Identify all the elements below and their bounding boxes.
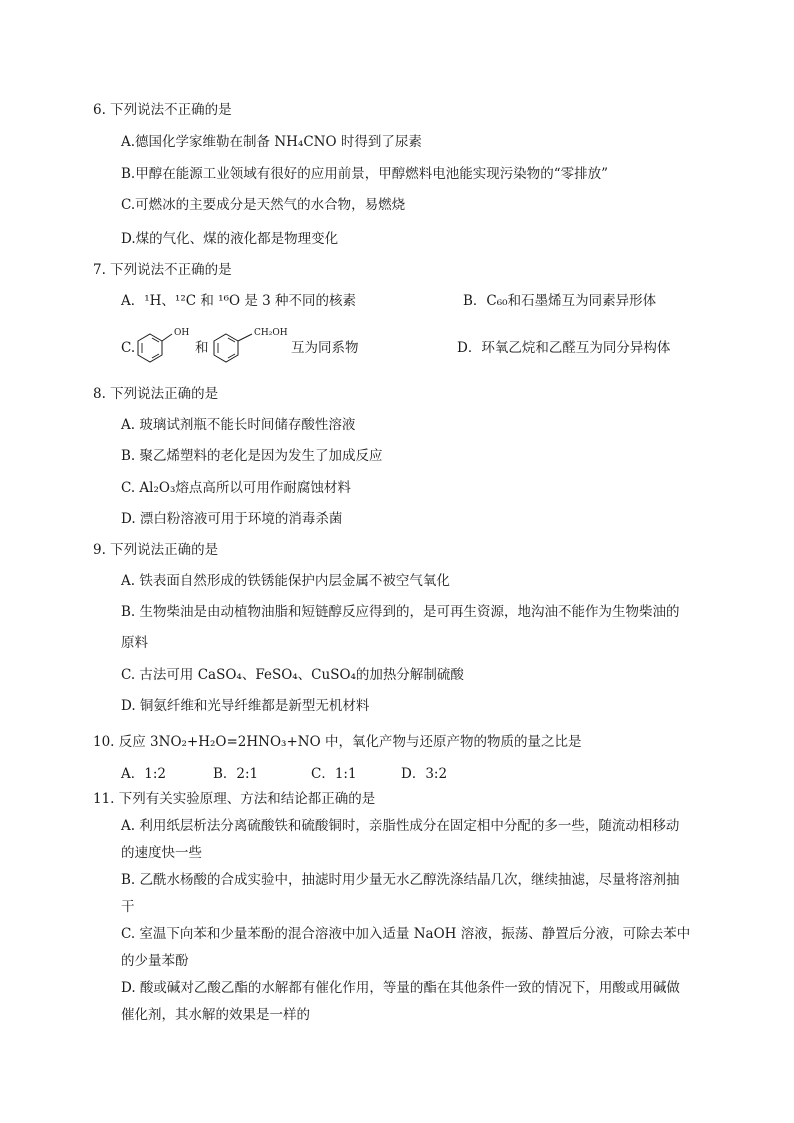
q8-option-a: A. 玻璃试剂瓶不能长时间储存酸性溶液: [121, 417, 356, 433]
q9-option-a: A. 铁表面自然形成的铁锈能保护内层金属不被空气氧化: [121, 573, 450, 589]
q11-option-a-line2: 的速度快一些: [121, 845, 202, 861]
q7-option-a: A．¹H、¹²C 和 ¹⁶O 是 3 种不同的核素: [121, 293, 357, 309]
q7-option-b: B．C₆₀和石墨烯互为同素异形体: [463, 293, 657, 309]
q10-option-c: C．1:1: [311, 766, 357, 782]
benzyl-alcohol-structure-icon: [210, 322, 290, 368]
q11-option-a-line1: A. 利用纸层析法分离硫酸铁和硫酸铜时，亲脂性成分在固定相中分配的多一些，随流动相移动: [121, 818, 680, 834]
q8-stem: 8. 下列说法正确的是: [93, 386, 219, 402]
q6-option-b: B.甲醇在能源工业领域有很好的应用前景，甲醇燃料电池能实现污染物的“零排放”: [121, 166, 609, 182]
q8-option-b: B. 聚乙烯塑料的老化是因为发生了加成反应: [121, 448, 383, 464]
q7-option-c-suffix: 互为同系物: [291, 340, 359, 356]
q9-option-b-line2: 原料: [121, 635, 148, 651]
q7-option-d: D．环氧乙烷和乙醛互为同分异构体: [457, 340, 671, 356]
q11-option-d-line1: D. 酸或碱对乙酸乙酯的水解都有催化作用，等量的酯在其他条件一致的情况下，用酸或用碱做: [121, 980, 680, 996]
q10-option-d: D．3:2: [401, 766, 448, 782]
q10-stem: 10. 反应 3NO₂+H₂O=2HNO₃+NO 中，氧化产物与还原产物的物质的量之比是: [93, 734, 582, 750]
phenol-oh-label: OH: [174, 328, 190, 338]
q8-option-c: C. Al₂O₃熔点高所以可用作耐腐蚀材料: [121, 480, 351, 496]
q7-option-c-and: 和: [195, 340, 209, 356]
q6-option-a: A.德国化学家维勒在制备 NH₄CNO 时得到了尿素: [121, 134, 422, 150]
q6-stem: 6. 下列说法不正确的是: [93, 102, 232, 118]
phenol-structure-icon: [134, 322, 190, 368]
q9-option-b-line1: B. 生物柴油是由动植物油脂和短链醇反应得到的，是可再生资源，地沟油不能作为生物柴油的: [121, 604, 680, 620]
q8-option-d: D. 漂白粉溶液可用于环境的消毒杀菌: [121, 511, 343, 527]
benzyl-ch2oh-label: CH₂OH: [254, 328, 288, 338]
q11-option-b-line2: 干: [121, 899, 135, 915]
q9-stem: 9. 下列说法正确的是: [93, 542, 219, 558]
q7-stem: 7. 下列说法不正确的是: [93, 262, 232, 278]
q9-option-c: C. 古法可用 CaSO₄、FeSO₄、CuSO₄的加热分解制硫酸: [121, 667, 464, 683]
q10-option-a: A．1:2: [121, 766, 166, 782]
q11-stem: 11. 下列有关实验原理、方法和结论都正确的是: [93, 791, 376, 807]
q6-option-c: C.可燃冰的主要成分是天然气的水合物，易燃烧: [121, 197, 406, 213]
q11-option-c-line2: 的少量苯酚: [121, 953, 189, 969]
q11-option-b-line1: B. 乙酰水杨酸的合成实验中，抽滤时用少量无水乙醇洗涤结晶几次，继续抽滤，尽量将溶剂抽: [121, 872, 680, 888]
q10-option-b: B．2:1: [213, 766, 259, 782]
q7-option-c-prefix: C.: [121, 340, 136, 356]
q11-option-d-line2: 催化剂，其水解的效果是一样的: [121, 1007, 310, 1023]
q11-option-c-line1: C. 室温下向苯和少量苯酚的混合溶液中加入适量 NaOH 溶液，振荡、静置后分液，可除去苯中: [121, 926, 691, 942]
q6-option-d: D.煤的气化、煤的液化都是物理变化: [121, 231, 339, 247]
q9-option-d: D. 铜氨纤维和光导纤维都是新型无机材料: [121, 698, 370, 714]
